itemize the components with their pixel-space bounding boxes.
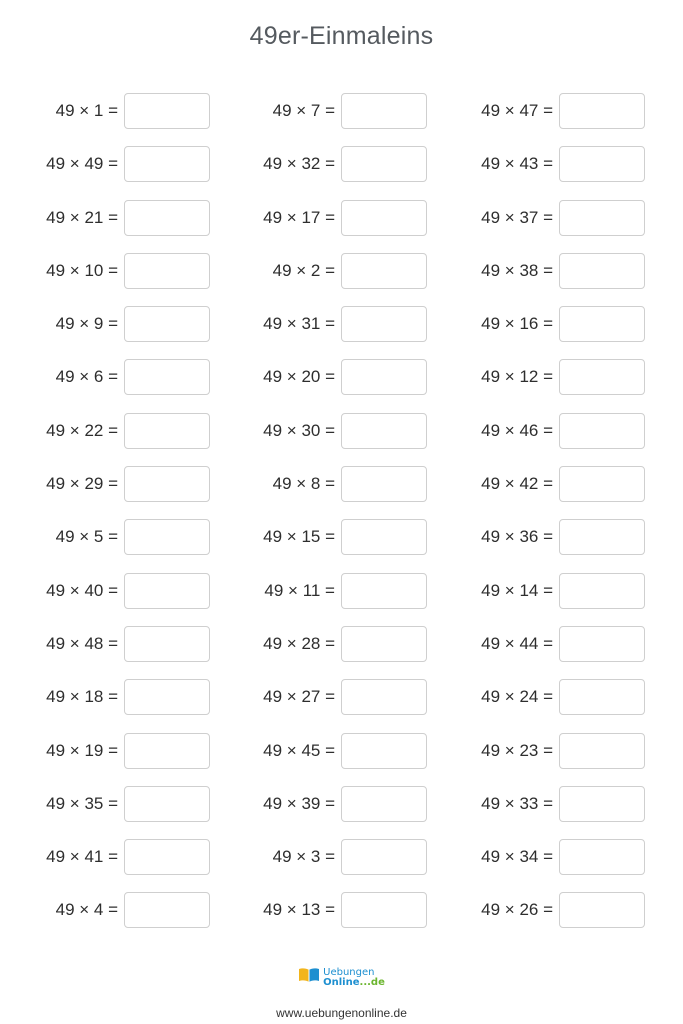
exercise-item [46, 785, 210, 823]
exercise-item [481, 92, 645, 130]
exercise-expression: 49 × 4 = [55, 900, 118, 920]
exercise-expression: 49 × 27 = [263, 687, 335, 707]
exercise-expression: 49 × 11 = [264, 580, 335, 600]
exercise-expression: 49 × 5 = [55, 527, 118, 547]
answer-input[interactable] [341, 733, 427, 769]
exercise-expression: 49 × 40 = [46, 580, 118, 600]
answer-input[interactable] [559, 466, 645, 502]
exercise-expression: 49 × 24 = [481, 687, 553, 707]
exercise-item [46, 465, 210, 503]
exercise-expression: 49 × 18 = [46, 687, 118, 707]
exercise-item [481, 518, 645, 556]
brand-logo [298, 966, 385, 989]
exercise-item [481, 572, 645, 610]
exercise-item [481, 785, 645, 823]
answer-input[interactable] [341, 253, 427, 289]
exercise-item [481, 412, 645, 450]
exercise-item [481, 625, 645, 663]
answer-input[interactable] [124, 679, 210, 715]
answer-input[interactable] [124, 573, 210, 609]
exercise-row [0, 465, 683, 518]
exercise-expression: 49 × 38 = [481, 260, 553, 280]
answer-input[interactable] [559, 253, 645, 289]
answer-input[interactable] [341, 413, 427, 449]
answer-input[interactable] [559, 892, 645, 928]
answer-input[interactable] [341, 892, 427, 928]
exercise-expression: 49 × 12 = [481, 367, 553, 387]
answer-input[interactable] [341, 626, 427, 662]
answer-input[interactable] [124, 892, 210, 928]
exercise-expression: 49 × 14 = [481, 580, 553, 600]
exercise-item [273, 92, 427, 130]
answer-input[interactable] [124, 839, 210, 875]
answer-input[interactable] [559, 679, 645, 715]
answer-input[interactable] [559, 786, 645, 822]
exercise-item [56, 305, 210, 343]
exercise-expression: 49 × 13 = [263, 900, 335, 920]
exercise-item [46, 625, 210, 663]
exercise-expression: 49 × 8 = [272, 474, 335, 494]
exercise-item [56, 358, 210, 396]
exercise-item [481, 145, 645, 183]
answer-input[interactable] [341, 466, 427, 502]
exercise-expression: 49 × 29 = [46, 474, 118, 494]
answer-input[interactable] [341, 519, 427, 555]
exercise-expression: 49 × 30 = [263, 420, 335, 440]
exercise-expression: 49 × 37 = [481, 207, 553, 227]
exercise-expression: 49 × 2 = [272, 260, 335, 280]
exercise-item [46, 732, 210, 770]
exercise-expression: 49 × 6 = [55, 367, 118, 387]
exercise-row [0, 145, 683, 198]
exercise-row [0, 358, 683, 411]
exercise-expression: 49 × 34 = [481, 847, 553, 867]
answer-input[interactable] [559, 93, 645, 129]
exercise-expression: 49 × 44 = [481, 633, 553, 653]
exercise-row [0, 838, 683, 891]
exercise-expression: 49 × 35 = [46, 793, 118, 813]
answer-input[interactable] [559, 200, 645, 236]
answer-input[interactable] [124, 413, 210, 449]
answer-input[interactable] [124, 200, 210, 236]
answer-input[interactable] [559, 306, 645, 342]
exercise-expression: 49 × 36 = [481, 527, 553, 547]
answer-input[interactable] [559, 146, 645, 182]
answer-input[interactable] [559, 359, 645, 395]
answer-input[interactable] [124, 519, 210, 555]
logo-text-top: Uebungen [323, 966, 375, 978]
answer-input[interactable] [124, 733, 210, 769]
exercise-row [0, 732, 683, 785]
exercise-expression: 49 × 7 = [272, 101, 335, 120]
exercise-expression: 49 × 22 = [46, 420, 118, 440]
exercise-expression: 49 × 48 = [46, 633, 118, 653]
exercise-expression: 49 × 49 = [46, 154, 118, 174]
exercise-item [481, 252, 645, 290]
answer-input[interactable] [559, 573, 645, 609]
answer-input[interactable] [559, 839, 645, 875]
answer-input[interactable] [341, 573, 427, 609]
exercise-item [263, 732, 427, 770]
exercise-item [56, 92, 210, 130]
answer-input[interactable] [124, 466, 210, 502]
exercise-expression: 49 × 1 = [55, 101, 118, 120]
exercise-item [263, 625, 427, 663]
exercise-item [263, 785, 427, 823]
exercise-expression: 49 × 31 = [263, 314, 335, 334]
answer-input[interactable] [559, 626, 645, 662]
exercise-row [0, 678, 683, 731]
exercise-item [263, 891, 427, 929]
exercise-expression: 49 × 21 = [46, 207, 118, 227]
exercise-expression: 49 × 47 = [481, 101, 553, 120]
answer-input[interactable] [124, 786, 210, 822]
answer-input[interactable] [124, 306, 210, 342]
exercise-item [263, 678, 427, 716]
exercise-expression: 49 × 46 = [481, 420, 553, 440]
answer-input[interactable] [341, 359, 427, 395]
answer-input[interactable] [124, 253, 210, 289]
exercise-item [46, 145, 210, 183]
answer-input[interactable] [124, 146, 210, 182]
exercise-row [0, 625, 683, 678]
exercise-item [263, 199, 427, 237]
page-title: 49er-Einmaleins [249, 22, 434, 50]
exercise-row [0, 412, 683, 465]
answer-input[interactable] [124, 93, 210, 129]
exercise-row [0, 785, 683, 838]
exercise-item [264, 572, 427, 610]
answer-input[interactable] [341, 839, 427, 875]
answer-input[interactable] [124, 359, 210, 395]
exercise-expression: 49 × 41 = [46, 847, 118, 867]
exercise-item [273, 252, 427, 290]
exercise-item [56, 891, 210, 929]
exercise-item [263, 145, 427, 183]
exercise-expression: 49 × 33 = [481, 793, 553, 813]
logo-text-bottom: Online [323, 976, 360, 988]
exercise-expression: 49 × 23 = [481, 740, 553, 760]
exercise-expression: 49 × 9 = [55, 314, 118, 334]
exercise-item [46, 252, 210, 290]
exercise-expression: 49 × 26 = [481, 900, 553, 920]
exercise-expression: 49 × 16 = [481, 314, 553, 334]
exercise-item [481, 305, 645, 343]
exercise-item [46, 572, 210, 610]
exercise-expression: 49 × 32 = [263, 154, 335, 174]
exercise-item [46, 199, 210, 237]
exercise-item [481, 465, 645, 503]
exercise-item [273, 465, 427, 503]
exercise-row [0, 518, 683, 571]
exercise-expression: 49 × 17 = [263, 207, 335, 227]
exercise-item [481, 358, 645, 396]
answer-input[interactable] [124, 626, 210, 662]
exercise-expression: 49 × 10 = [46, 260, 118, 280]
answer-input[interactable] [341, 679, 427, 715]
answer-input[interactable] [559, 733, 645, 769]
exercise-expression: 49 × 19 = [46, 740, 118, 760]
exercise-expression: 49 × 42 = [481, 474, 553, 494]
exercise-item [46, 412, 210, 450]
exercise-item [263, 518, 427, 556]
answer-input[interactable] [341, 146, 427, 182]
exercise-item [46, 838, 210, 876]
answer-input[interactable] [341, 306, 427, 342]
exercise-row [0, 92, 683, 145]
exercise-item [481, 199, 645, 237]
exercise-expression: 49 × 39 = [263, 793, 335, 813]
exercise-item [263, 305, 427, 343]
footer-logo [0, 966, 683, 989]
exercise-row [0, 199, 683, 252]
exercise-expression: 49 × 15 = [263, 527, 335, 547]
exercise-item [263, 358, 427, 396]
exercise-row [0, 891, 683, 944]
exercise-expression: 49 × 43 = [481, 154, 553, 174]
exercise-item [56, 518, 210, 556]
exercise-item [46, 678, 210, 716]
exercise-expression: 49 × 28 = [263, 633, 335, 653]
exercise-item [481, 678, 645, 716]
book-icon [298, 966, 320, 989]
answer-input[interactable] [559, 519, 645, 555]
exercise-expression: 49 × 20 = [263, 367, 335, 387]
answer-input[interactable] [341, 200, 427, 236]
exercise-item [481, 732, 645, 770]
exercise-row [0, 252, 683, 305]
footer-url[interactable]: www.uebungenonline.de [276, 1006, 407, 1020]
answer-input[interactable] [341, 786, 427, 822]
exercise-grid [0, 92, 683, 945]
answer-input[interactable] [559, 413, 645, 449]
logo-text-suffix: ...de [359, 976, 385, 988]
exercise-item [263, 412, 427, 450]
exercise-row [0, 572, 683, 625]
exercise-item [273, 838, 427, 876]
exercise-expression: 49 × 3 = [272, 847, 335, 867]
exercise-expression: 49 × 45 = [263, 740, 335, 760]
answer-input[interactable] [341, 93, 427, 129]
exercise-row [0, 305, 683, 358]
exercise-item [481, 838, 645, 876]
exercise-item [481, 891, 645, 929]
